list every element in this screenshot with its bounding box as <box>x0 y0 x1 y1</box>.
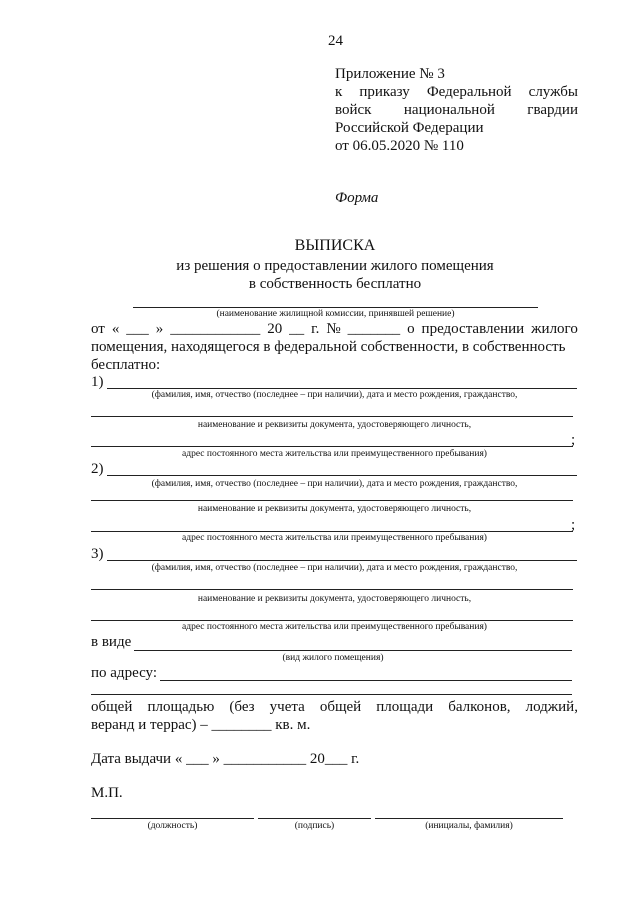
person-3-number: 3) <box>91 546 104 562</box>
person-3-address-caption: адрес постоянного места жительства или преимущественного пребывания) <box>182 622 487 632</box>
document-subtitle-1: из решения о предоставлении жилого помещения <box>176 258 494 274</box>
appendix-line-4: Российской Федерации <box>335 120 484 136</box>
person-2-address-line[interactable] <box>91 531 573 532</box>
address-line-2[interactable] <box>91 694 572 695</box>
appendix-title: Приложение № 3 <box>335 66 445 82</box>
person-2-end-mark: ; <box>571 517 576 533</box>
person-2-name-line[interactable] <box>107 475 577 476</box>
housing-type-line[interactable] <box>134 650 572 651</box>
decision-text-line-3: бесплатно: <box>91 357 161 373</box>
person-3-name-line[interactable] <box>107 560 577 561</box>
person-2-name-caption: (фамилия, имя, отчество (последнее – при наличии), дата и место рождения, гражданство, <box>151 479 518 489</box>
sign-caption: (подпись) <box>294 821 335 831</box>
decision-date-line: от « ___ » ____________ 20 __ г. № _______ о предоставлении жилого <box>91 321 578 337</box>
commission-name-line[interactable] <box>133 307 538 308</box>
person-2-number: 2) <box>91 461 104 477</box>
person-1-number: 1) <box>91 374 104 390</box>
person-1-name-line[interactable] <box>107 388 577 389</box>
commission-caption: (наименование жилищной комиссии, принявшей решение) <box>216 309 455 319</box>
decision-number-field[interactable]: _______ <box>347 321 401 337</box>
person-1-document-caption: наименование и реквизиты документа, удостоверяющего личность, <box>197 420 472 430</box>
decision-text-line-2: помещения, находящегося в федеральной собственности, в собственность <box>91 339 566 355</box>
area-text-line-2: веранд и террас) – ________ кв. м. <box>91 717 311 733</box>
position-caption: (должность) <box>147 821 198 831</box>
appendix-line-3: войск национальной гвардии <box>335 102 578 118</box>
decision-day-field[interactable]: ___ <box>126 321 149 337</box>
form-label: Форма <box>335 190 379 206</box>
name-caption: (инициалы, фамилия) <box>425 821 513 831</box>
person-1-document-line[interactable] <box>91 416 573 417</box>
person-2-document-line[interactable] <box>91 500 573 501</box>
appendix-line-2: к приказу Федеральной службы <box>335 84 578 100</box>
in-form-label: в виде <box>91 634 132 650</box>
sign-signature-line[interactable] <box>258 818 371 819</box>
person-1-end-mark: ; <box>571 432 576 448</box>
person-3-document-line[interactable] <box>91 589 573 590</box>
address-line-1[interactable] <box>160 680 572 681</box>
name-signature-line[interactable] <box>375 818 563 819</box>
decision-month-field[interactable]: ____________ <box>170 321 261 337</box>
issue-date: Дата выдачи « ___ » ___________ 20___ г. <box>91 751 360 767</box>
document-subtitle-2: в собственность бесплатно <box>248 276 422 292</box>
stamp-label: М.П. <box>91 785 123 801</box>
housing-type-caption: (вид жилого помещения) <box>282 653 384 663</box>
appendix-order-date: от 06.05.2020 № 110 <box>335 138 464 154</box>
document-title: ВЫПИСКА <box>294 237 376 254</box>
position-signature-line[interactable] <box>91 818 254 819</box>
person-1-address-caption: адрес постоянного места жительства или преимущественного пребывания) <box>182 449 487 459</box>
person-2-document-caption: наименование и реквизиты документа, удостоверяющего личность, <box>197 504 472 514</box>
address-label: по адресу: <box>91 665 158 681</box>
person-3-address-line[interactable] <box>91 620 573 621</box>
person-1-name-caption: (фамилия, имя, отчество (последнее – при наличии), дата и место рождения, гражданство, <box>151 390 518 400</box>
page-number: 24 <box>328 33 343 49</box>
decision-year-field[interactable]: __ <box>289 321 305 337</box>
area-text-line-1: общей площадью (без учета общей площади балконов, лоджий, <box>91 699 578 715</box>
person-2-address-caption: адрес постоянного места жительства или преимущественного пребывания) <box>182 533 487 543</box>
person-3-document-caption: наименование и реквизиты документа, удостоверяющего личность, <box>197 594 472 604</box>
person-1-address-line[interactable] <box>91 446 573 447</box>
person-3-name-caption: (фамилия, имя, отчество (последнее – при наличии), дата и место рождения, гражданство, <box>151 563 518 573</box>
